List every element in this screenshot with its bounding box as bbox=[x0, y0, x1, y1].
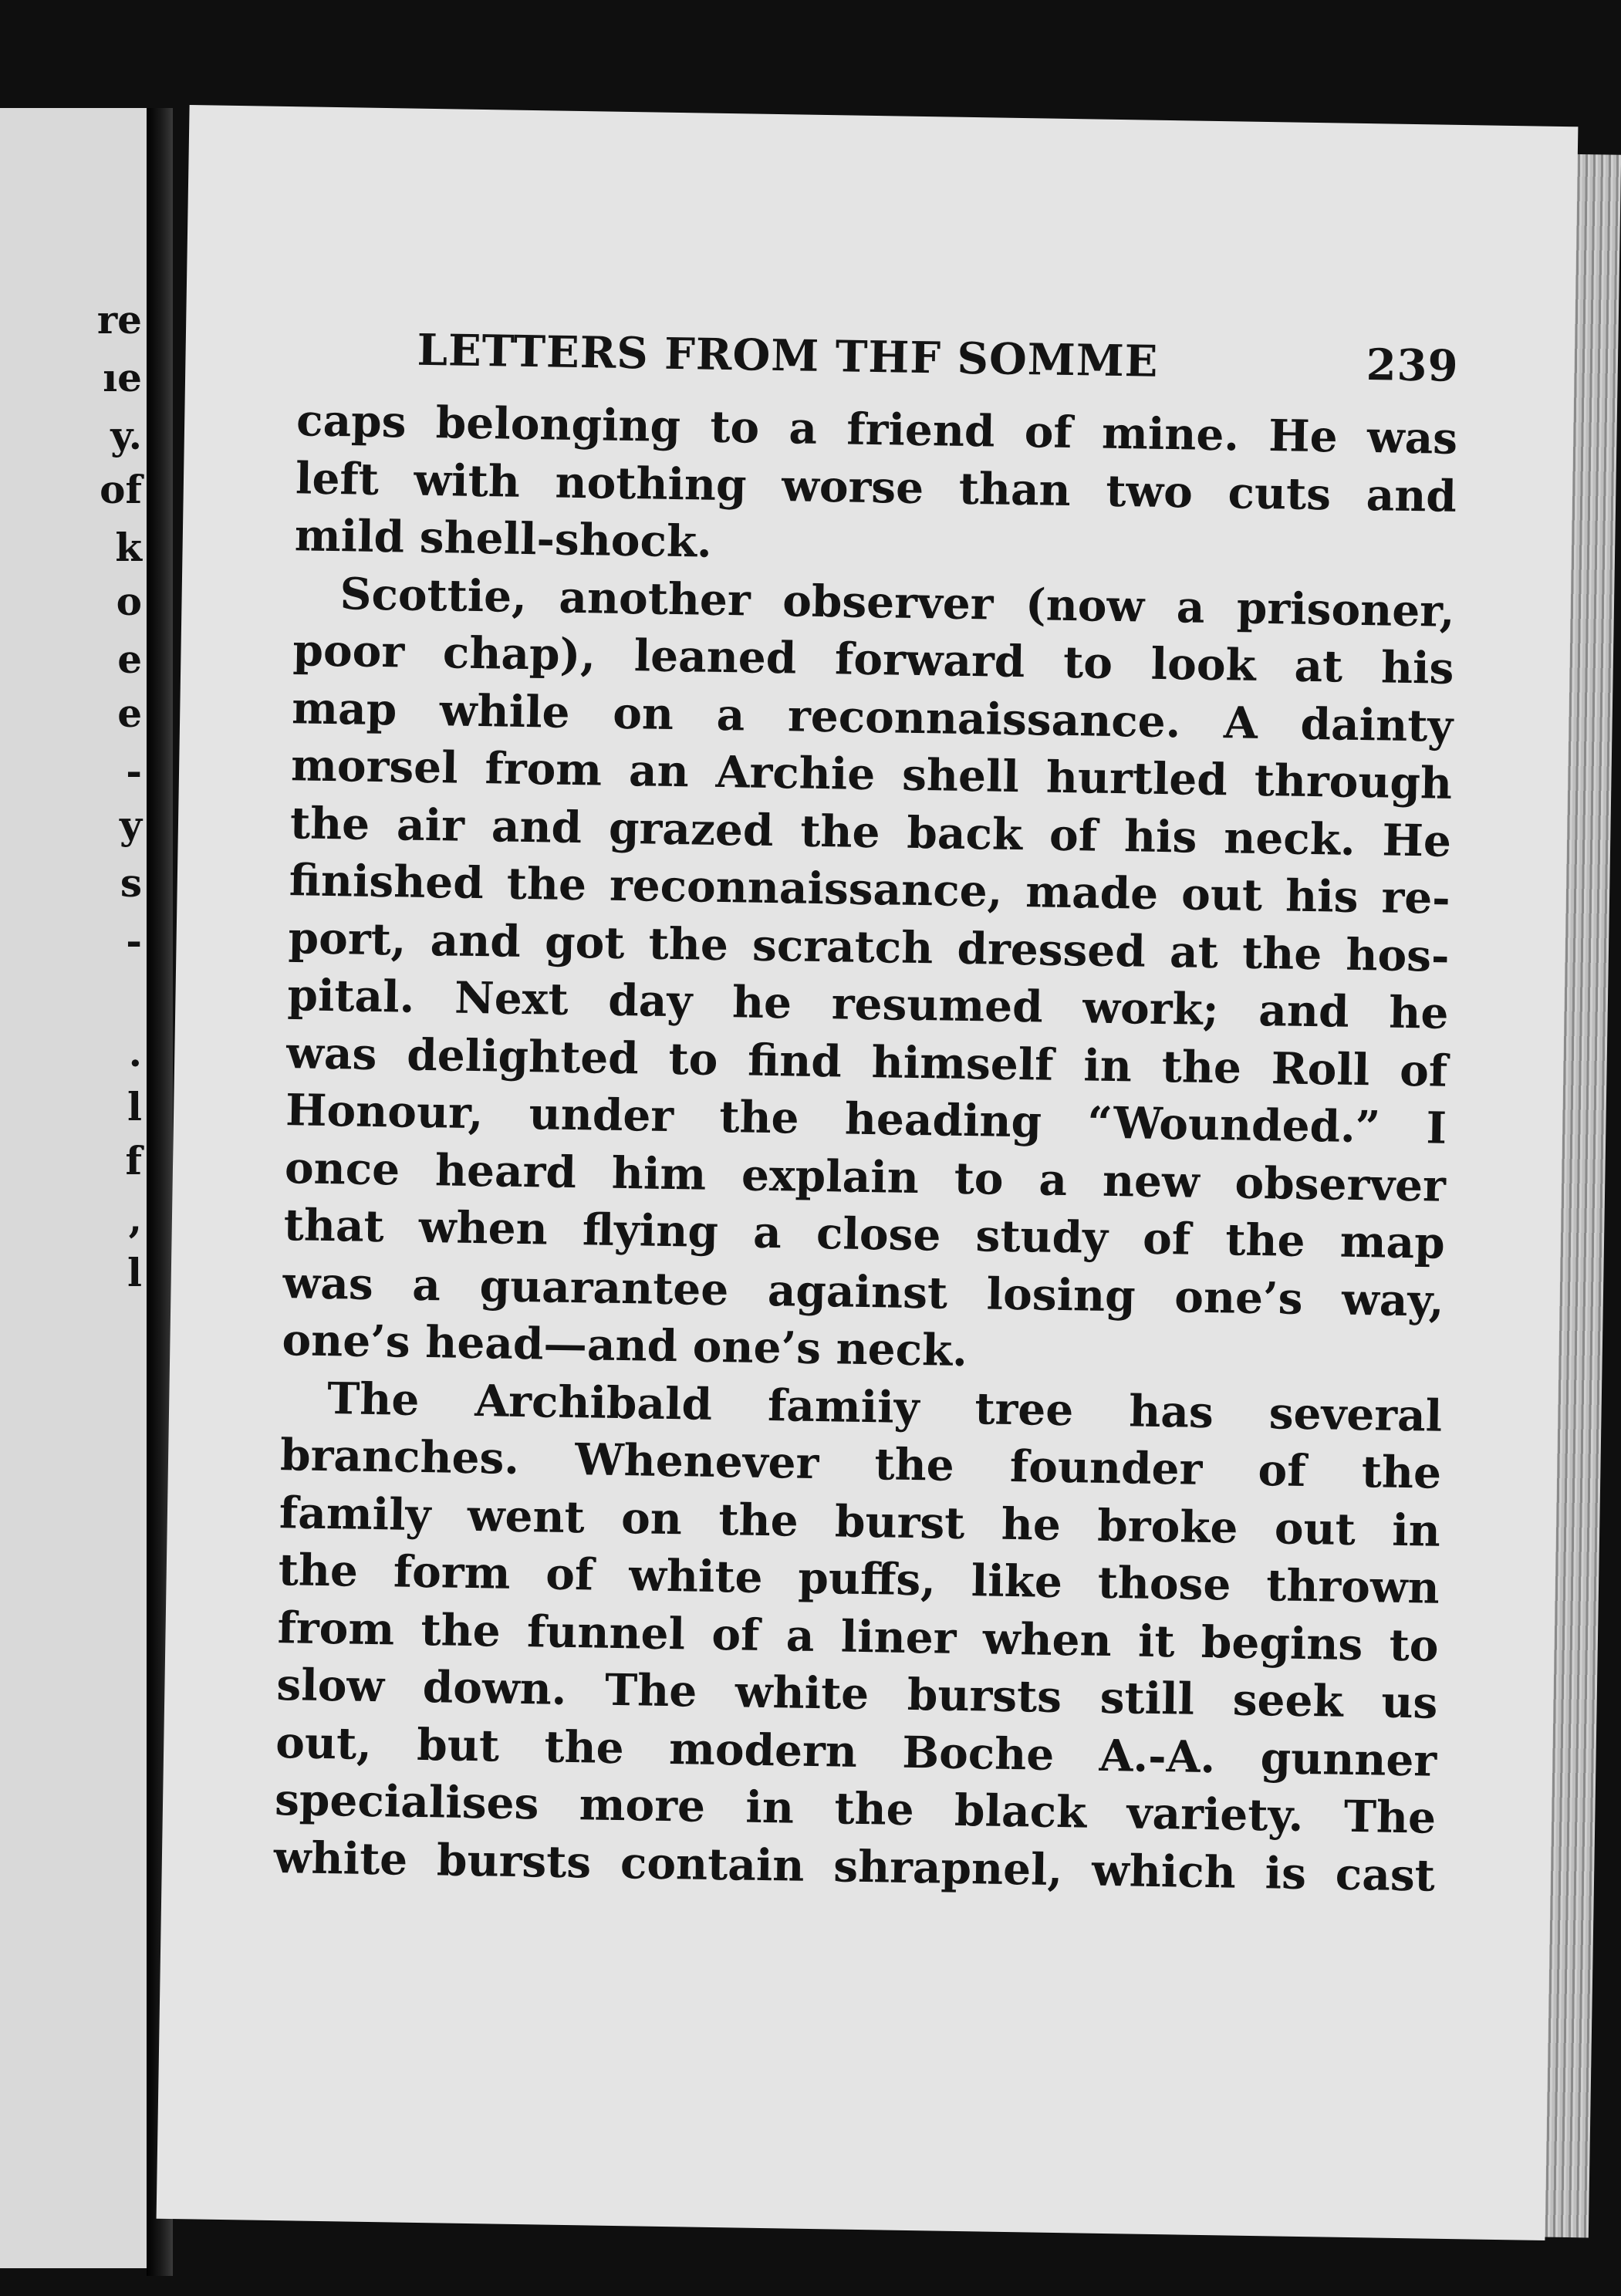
text-line: out, but the modern Boche A.-A. gunner bbox=[275, 1717, 1437, 1787]
previous-page-text-fragment: re bbox=[96, 297, 142, 343]
previous-page-edge bbox=[0, 108, 150, 2268]
paragraph-2 bbox=[282, 565, 1455, 1388]
previous-page-text-fragment: s bbox=[120, 860, 142, 906]
text-line: branches. Whenever the founder of the bbox=[279, 1430, 1442, 1499]
text-line: port, and got the scratch dressed at the hos- bbox=[288, 912, 1450, 982]
paragraph-3 bbox=[273, 1369, 1442, 1905]
text-line: white bursts contain shrapnel, which is cast bbox=[273, 1832, 1436, 1902]
text-line: Scottie, another observer (now a prisoner, bbox=[339, 568, 1456, 637]
text-line: caps belonging to a friend of mine. He was bbox=[295, 395, 1458, 464]
previous-page-text-fragment: l bbox=[127, 1084, 142, 1129]
text-line: left with nothing worse than two cuts and bbox=[295, 452, 1457, 522]
text-line: was a guarantee against losing one’s way, bbox=[282, 1257, 1444, 1327]
text-line: family went on the burst he broke out in bbox=[279, 1487, 1441, 1557]
previous-page-text-fragment: e bbox=[117, 690, 142, 736]
previous-page-text-fragment: . bbox=[128, 1030, 142, 1075]
page-number: 239 bbox=[1366, 339, 1460, 392]
text-line: that when flying a close study of the map bbox=[283, 1200, 1446, 1269]
previous-page-text-fragment: k bbox=[115, 525, 142, 570]
text-line: Honour, under the heading “Wounded.” I bbox=[285, 1085, 1447, 1154]
text-line: specialises more in the black variety. The bbox=[274, 1774, 1437, 1844]
previous-page-text-fragment: y. bbox=[110, 413, 142, 458]
running-title: LETTERS FROM THF SOMME bbox=[417, 324, 1159, 387]
previous-page-text-fragment: o bbox=[116, 579, 142, 624]
text-line: mild shell-shock. bbox=[294, 510, 713, 568]
text-line: the air and grazed the back of his neck. He bbox=[289, 797, 1452, 867]
previous-page-text-fragment: y bbox=[119, 802, 142, 848]
text-line: from the funnel of a liner when it begins to bbox=[277, 1602, 1439, 1672]
body-text bbox=[273, 392, 1457, 1904]
previous-page-text-fragment: ıe bbox=[103, 355, 142, 400]
previous-page-text-fragment: - bbox=[126, 918, 142, 964]
running-header bbox=[417, 325, 1459, 392]
previous-page-text-fragment: of bbox=[100, 467, 142, 512]
previous-page-text-fragment: f bbox=[125, 1138, 142, 1183]
text-line: one’s head—and one’s neck. bbox=[281, 1315, 968, 1377]
paragraph-1 bbox=[294, 392, 1457, 582]
text-line: was delighted to find himself in the Roll of bbox=[285, 1027, 1448, 1097]
book-page bbox=[157, 105, 1579, 2240]
text-line: poor chap), leaned forward to look at his bbox=[292, 625, 1454, 694]
previous-page-text-fragment: e bbox=[117, 636, 142, 682]
previous-page-text-fragment: , bbox=[128, 1196, 142, 1241]
text-line: finished the reconnaissance, made out his re- bbox=[289, 855, 1451, 924]
text-line: morsel from an Archie shell hurtled through bbox=[290, 740, 1453, 809]
text-line: The Archibald famiiy tree has several bbox=[326, 1373, 1443, 1442]
text-line: slow down. The white bursts still seek us bbox=[275, 1660, 1438, 1729]
previous-page-text-fragment: l bbox=[127, 1250, 142, 1295]
previous-page-text-fragment: - bbox=[126, 748, 142, 794]
text-line: map while on a reconnaissance. A dainty bbox=[291, 682, 1454, 752]
text-line: once heard him explain to a new observer bbox=[284, 1142, 1447, 1212]
text-line: pital. Next day he resumed work; and he bbox=[286, 970, 1449, 1039]
text-line: the form of white puffs, like those thrown bbox=[278, 1545, 1440, 1614]
